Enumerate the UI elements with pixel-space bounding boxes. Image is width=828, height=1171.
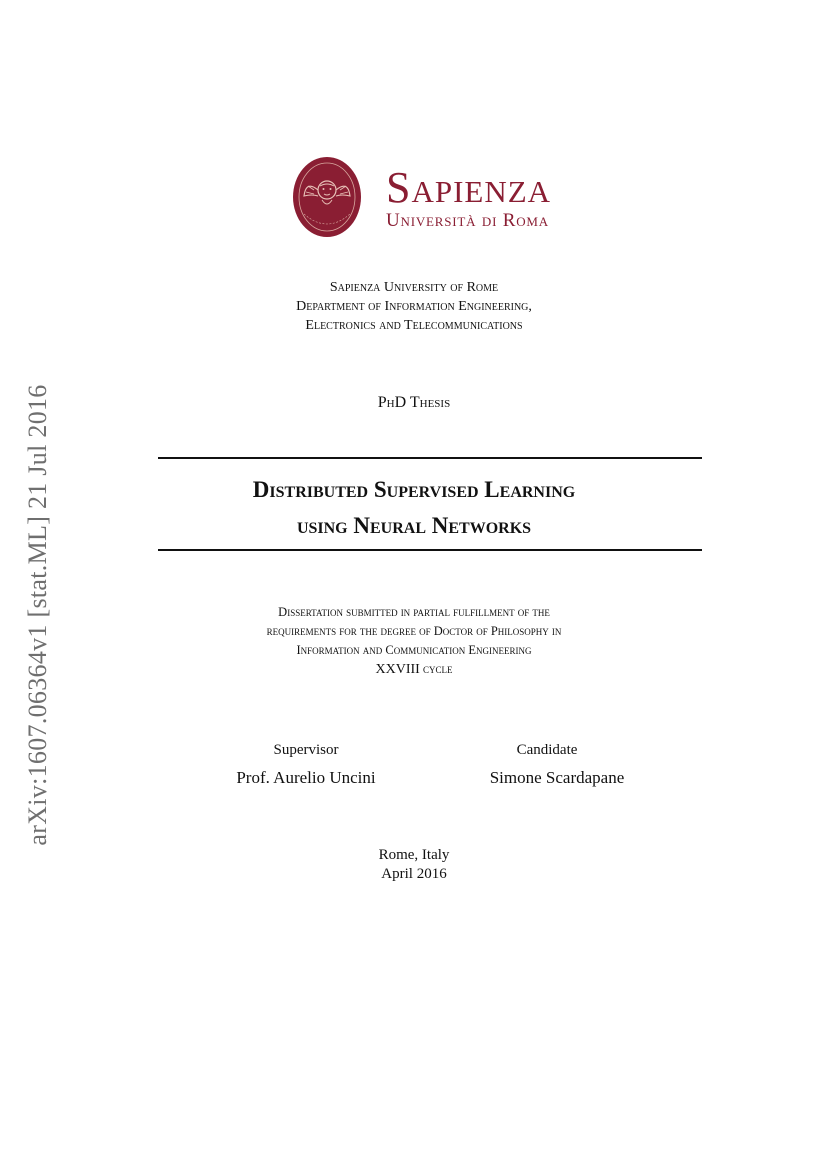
arxiv-stamp: arXiv:1607.06364v1 [stat.ML] 21 Jul 2016 [23,384,52,846]
logo-subtitle: Università di Roma [386,210,549,231]
cycle-line [0,660,828,679]
candidate-name: Simone Scardapane [489,768,625,787]
thesis-type: PhD Thesis [377,394,451,411]
dissertation-line: Information and Communication Engineering [296,643,532,657]
cycle-word: cycle [422,662,453,676]
title-line: using Neural Networks [296,513,532,538]
sapienza-seal-icon [292,156,362,238]
cycle-number: XXVIII [375,662,420,677]
place: Rome, Italy [378,847,450,863]
logo-name: Sapienza [386,163,552,212]
title-line: Distributed Supervised Learning [252,477,576,502]
candidate-label: Candidate [516,742,578,758]
date: April 2016 [381,866,447,882]
supervisor-label: Supervisor [273,742,339,758]
institution-line: Electronics and Telecommunications [305,318,523,333]
title-rule-bottom [158,549,702,551]
title-rule-top [158,457,702,459]
dissertation-line: requirements for the degree of Doctor of Philosophy in [266,624,562,638]
institution-line: Sapienza University of Rome [329,280,499,295]
dissertation-statement [0,603,828,679]
dissertation-line: Dissertation submitted in partial fulfillment of the [278,605,550,619]
supervisor-name: Prof. Aurelio Uncini [236,768,376,787]
institution-block [0,278,828,335]
place-date-block [0,846,828,884]
institution-line: Department of Information Engineering, [296,299,532,314]
thesis-title [0,472,828,544]
